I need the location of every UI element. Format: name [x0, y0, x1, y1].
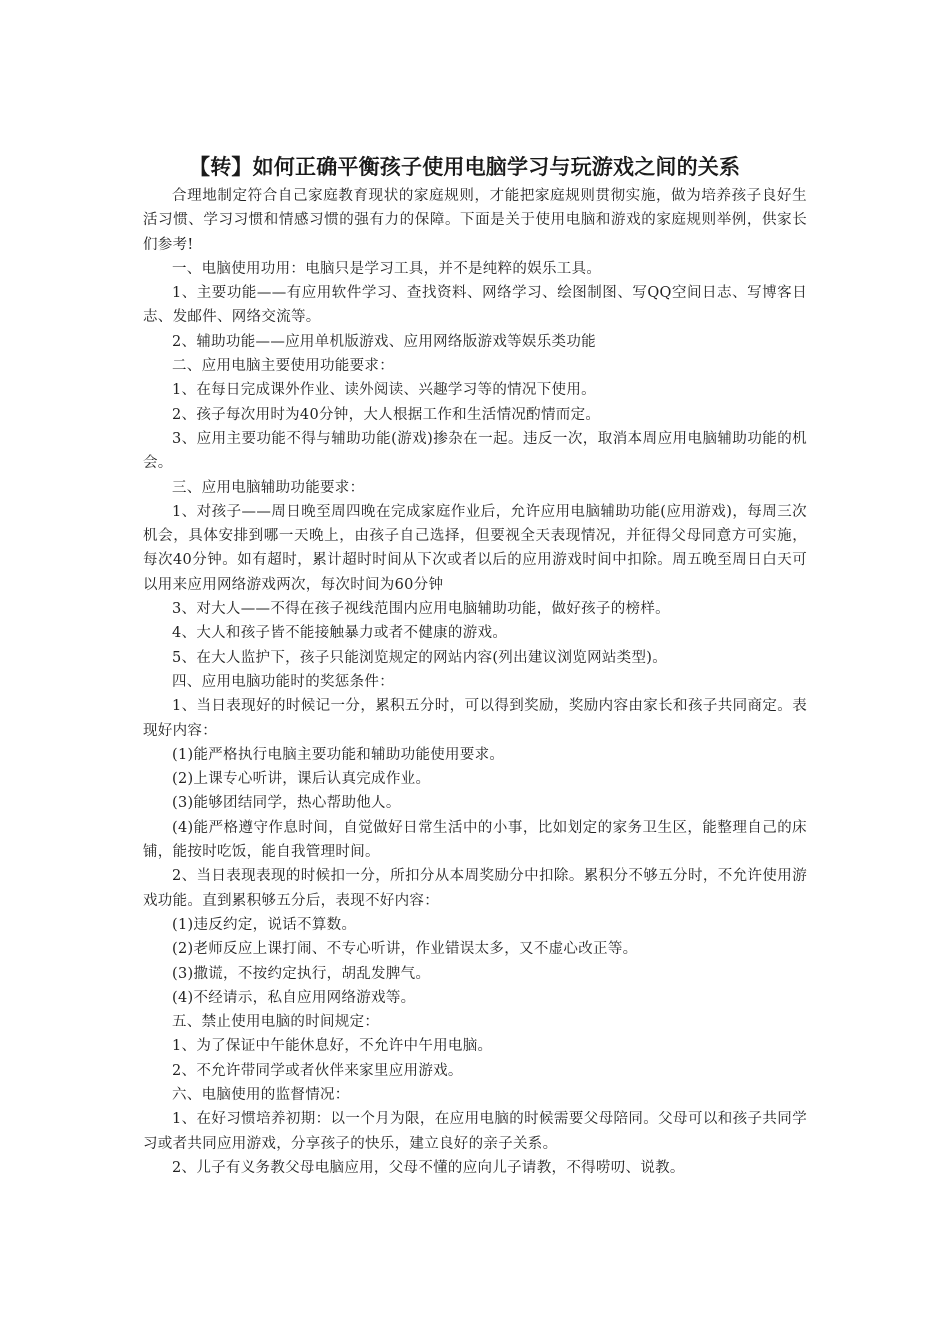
document-body	[143, 150, 807, 1180]
list-item: (1)能严格执行电脑主要功能和辅助功能使用要求。	[172, 746, 505, 763]
paragraph: 3、对大人——不得在孩子视线范围内应用电脑辅助功能，做好孩子的榜样。	[172, 601, 670, 618]
paragraph: 3、应用主要功能不得与辅助功能(游戏)掺杂在一起。违反一次，取消本周应用电脑辅助功能的机会。	[143, 430, 807, 472]
list-item: (3)能够团结同学，热心帮助他人。	[172, 795, 401, 812]
list-item: (4)不经请示，私自应用网络游戏等。	[172, 989, 416, 1006]
section-heading-5: 五、禁止使用电脑的时间规定：	[172, 1014, 380, 1031]
intro-paragraph: 合理地制定符合自己家庭教育现状的家庭规则，才能把家庭规则贯彻实施，做为培养孩子良好生活习惯、学习习惯和情感习惯的强有力的保障。下面是关于使用电脑和游戏的家庭规则举例，供家长们参考!	[143, 188, 807, 253]
list-item: (4)能严格遵守作息时间，自觉做好日常生活中的小事，比如划定的家务卫生区，能整理自己的床铺，能按时吃饭，能自我管理时间。	[143, 819, 807, 861]
paragraph: 2、当日表现表现的时候扣一分，所扣分从本周奖励分中扣除。累积分不够五分时，不允许使用游戏功能。直到累积够五分后，表现不好内容：	[143, 868, 807, 909]
paragraph: 2、孩子每次用时为40分钟，大人根据工作和生活情况酌情而定。	[172, 406, 601, 423]
section-heading-3: 三、应用电脑辅助功能要求：	[172, 479, 365, 496]
paragraph: 1、在每日完成课外作业、读外阅读、兴趣学习等的情况下使用。	[172, 382, 596, 399]
list-item: (2)老师反应上课打闹、不专心听讲，作业错误太多，又不虚心改正等。	[172, 941, 638, 958]
paragraph: 1、为了保证中午能休息好，不允许中午用电脑。	[172, 1038, 493, 1055]
paragraph: 1、对孩子——周日晚至周四晚在完成家庭作业后，允许应用电脑辅助功能(应用游戏)，每周三次机会，具体安排到哪一天晚上，由孩子自己选择，但要视全天表现情况，并征得父母同意方可实施，每次40分钟。如有超时，累计超时时间从下次或者以后的应用游戏时间中扣除。周五晚至周日白天可以用来应用网络游戏两次，每次时间为60分钟	[143, 503, 807, 593]
paragraph: 2、不允许带同学或者伙伴来家里应用游戏。	[172, 1062, 463, 1079]
section-heading-6: 六、电脑使用的监督情况：	[172, 1086, 350, 1103]
paragraph: 1、主要功能——有应用软件学习、查找资料、网络学习、绘图制图、写QQ空间日志、写博客日志、发邮件、网络交流等。	[143, 285, 807, 326]
paragraph: 5、在大人监护下，孩子只能浏览规定的网站内容(列出建议浏览网站类型)。	[172, 649, 668, 666]
paragraph: 1、在好习惯培养初期：以一个月为限，在应用电脑的时候需要父母陪同。父母可以和孩子共同学习或者共同应用游戏，分享孩子的快乐，建立良好的亲子关系。	[143, 1111, 807, 1152]
section-heading-2: 二、应用电脑主要使用功能要求：	[172, 358, 394, 375]
paragraph: 2、儿子有义务教父母电脑应用，父母不懂的应向儿子请教，不得唠叨、说教。	[172, 1159, 685, 1176]
paragraph: 4、大人和孩子皆不能接触暴力或者不健康的游戏。	[172, 625, 508, 642]
list-item: (3)撒谎，不按约定执行，胡乱发脾气。	[172, 965, 431, 982]
paragraph: 1、当日表现好的时候记一分，累积五分时，可以得到奖励，奖励内容由家长和孩子共同商定。表现好内容：	[143, 698, 807, 739]
list-item: (2)上课专心听讲，课后认真完成作业。	[172, 771, 431, 788]
document-title: 【转】如何正确平衡孩子使用电脑学习与玩游戏之间的关系	[189, 155, 741, 179]
section-heading-4: 四、应用电脑功能时的奖惩条件：	[172, 673, 394, 690]
section-heading-1: 一、电脑使用功用：电脑只是学习工具，并不是纯粹的娱乐工具。	[172, 260, 602, 277]
list-item: (1)违反约定，说话不算数。	[172, 916, 357, 933]
document-content	[143, 184, 807, 1180]
paragraph: 2、辅助功能——应用单机版游戏、应用网络版游戏等娱乐类功能	[172, 333, 596, 350]
